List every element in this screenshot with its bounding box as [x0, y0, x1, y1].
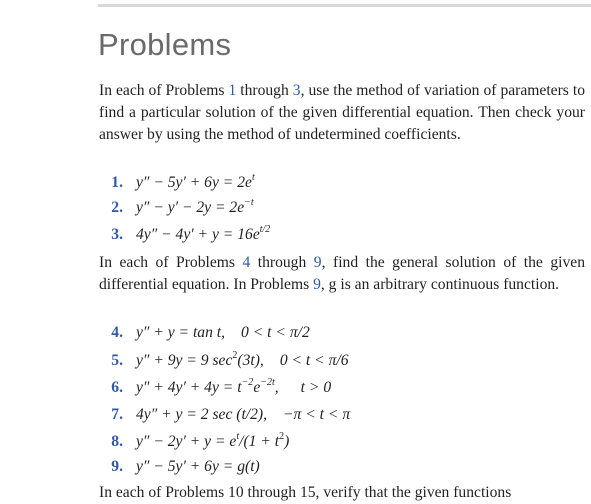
para2-text: , g is an arbitrary continuous function. — [320, 276, 560, 293]
problem-number: 2. — [111, 199, 123, 216]
instructions-paragraph-1 — [99, 80, 585, 146]
top-rule — [98, 4, 591, 7]
problem-7 — [99, 404, 579, 426]
problem-9 — [99, 456, 579, 478]
problem-equation: y″ − y′ − 2y = 2e — [136, 199, 245, 216]
problem-equation: y″ + 4y′ + 4y = t — [136, 379, 242, 396]
problem-3 — [99, 224, 579, 246]
problem-6 — [99, 377, 579, 399]
exponent: 2 — [279, 431, 285, 442]
problem-condition: 0 < t < π/6 — [279, 352, 349, 369]
para2-text: , find the general solution of the given differential equation. In Problems — [99, 254, 586, 293]
problem-equation: ) — [284, 433, 290, 450]
page-title: Problems — [98, 27, 232, 62]
exponent: t — [236, 431, 240, 442]
problem-equation: y″ − 2y′ + y = e — [136, 433, 237, 450]
problem-1 — [99, 172, 579, 194]
exponent: t — [251, 172, 255, 183]
problem-number: 3. — [111, 226, 123, 243]
para1-text: In each of Problems — [99, 82, 229, 99]
problem-number: 7. — [111, 406, 123, 423]
exponent: −t — [244, 197, 254, 208]
para2-text: through — [250, 254, 314, 271]
problem-condition: 0 < t < π/2 — [241, 324, 310, 341]
problem-condition: −π < t < π — [283, 406, 351, 423]
problem-equation: (3t), — [237, 352, 264, 369]
problem-2 — [99, 197, 579, 219]
problem-number: 4. — [111, 324, 123, 341]
problem-number: 1. — [111, 174, 123, 191]
problem-number: 8. — [111, 433, 123, 450]
problem-link-9b[interactable]: 9 — [313, 276, 321, 293]
para1-text: through — [236, 82, 293, 99]
problem-equation: e — [253, 379, 261, 396]
problem-link-1[interactable]: 1 — [228, 82, 237, 99]
problem-5 — [99, 350, 579, 372]
problem-link-3[interactable]: 3 — [292, 82, 301, 99]
problem-8 — [99, 431, 579, 453]
problem-link-4[interactable]: 4 — [242, 254, 251, 271]
next-paragraph-cut-off: In each of Problems 10 through 15, verify that the given functions — [99, 484, 512, 501]
problem-equation: 4y″ + y = 2 sec (t/2), — [136, 406, 268, 423]
instructions-paragraph-2 — [99, 252, 585, 296]
problem-equation: , — [274, 379, 279, 396]
problem-equation: 4y″ − 4y′ + y = 16e — [136, 226, 260, 243]
exponent: t/2 — [259, 224, 271, 235]
problem-equation: y″ + y = tan t, — [136, 324, 226, 341]
problem-equation: y″ + 9y = 9 sec — [136, 352, 233, 369]
problem-link-9[interactable]: 9 — [313, 254, 322, 271]
problem-number: 9. — [111, 458, 123, 475]
problem-number: 6. — [111, 379, 123, 396]
problem-4 — [99, 322, 579, 344]
exponent: 2 — [232, 350, 238, 361]
para2-text: In each of Problems — [99, 254, 243, 271]
exponent: −2t — [260, 377, 275, 388]
problem-equation: y″ − 5y′ + 6y = g(t) — [136, 458, 260, 475]
problem-number: 5. — [111, 352, 123, 369]
exponent: −2 — [241, 377, 254, 388]
problem-condition: t > 0 — [300, 379, 332, 396]
problem-equation: /(1 + t — [239, 433, 280, 450]
problem-equation: y″ − 5y′ + 6y = 2e — [136, 174, 252, 191]
para1-text: , use the method of variation of parameters to find a particular solution of the given differential equation. Then check your answer by using the method of undetermined coefficients. — [99, 82, 585, 143]
